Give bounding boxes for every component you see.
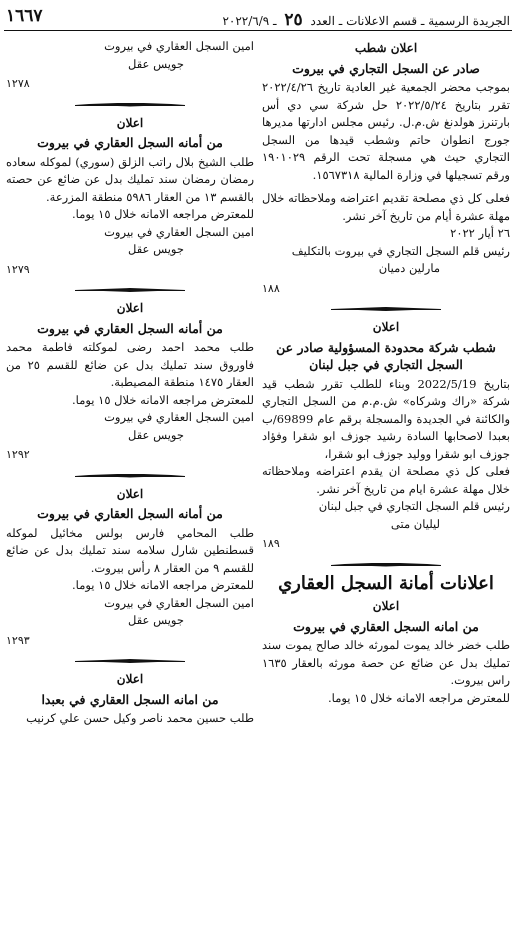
notice-number: ١٢٧٨ (6, 77, 30, 90)
notice-llc-strike-off (262, 319, 510, 553)
notice-title: اعلان (116, 672, 144, 686)
notice-land-registry-beirut (262, 598, 510, 707)
notice-body: بتاريخ 2022/5/19 وبناء للطلب تقرر شطب قيد شركة «راك وشركاه» ش.م.م من السجل التجاري والكائنة في الجديدة والمسجلة برقم عام 69899/ب بعبدا لاصحابها السادة رشيد جوزف ابو شقرا وفؤاد جوزف ابو شقرا ووليد جوزف ابو شقرا، (262, 376, 510, 461)
notice-title: اعلان (116, 115, 144, 130)
left-column (6, 38, 254, 728)
notice-body: طلب المحامي فارس بولس مخائيل لموكله قسطنطين شارل سلامه سند تمليك بدل عن ضائع للقسم ٩ من العقار ٨ رأس بيروت. (6, 525, 254, 575)
notice-strike-off-beirut (262, 40, 510, 297)
signatory-title: امين السجل العقاري في بيروت (104, 224, 254, 239)
notice-date: ٢٦ أيار ٢٠٢٢ (450, 226, 510, 240)
signatory-name: ليليان متى (390, 516, 440, 531)
separator-ornament (331, 305, 441, 313)
separator-ornament (75, 101, 185, 109)
notice-objection: للمعترض مراجعه الامانه خلال ١٥ يوما. (72, 207, 254, 221)
running-title: الجريدة الرسمية ـ قسم الاعلانات ـ العدد (310, 14, 510, 28)
notice-subtitle: من أمانه السجل العقاري في بيروت (37, 135, 223, 150)
notice-title: اعلان (116, 486, 144, 501)
signatory-name: جويس عقل (128, 242, 184, 256)
issue-number: ٢٥ (284, 10, 303, 30)
notice-number: ١٢٩٣ (6, 633, 30, 647)
notice-objection: للمعترض مراجعه الامانه خلال ١٥ يوما. (72, 392, 254, 407)
separator-ornament (75, 657, 185, 665)
signatory-title: امين السجل العقاري في بيروت (104, 410, 254, 424)
section-title: اعلانات أمانة السجل العقاري (278, 572, 494, 594)
page-number: ١٦٦٧ (6, 6, 43, 26)
page-header (4, 4, 512, 31)
notice-number: ١٢٧٩ (6, 262, 30, 276)
notice-subtitle: من امانه السجل العقاري في بيروت (293, 618, 479, 634)
notice-land-registry-baabda (6, 671, 254, 728)
notice-body: طلب حسين محمد ناصر وكيل حسن علي كرنيب (26, 711, 254, 725)
running-header (222, 10, 510, 30)
notice-land-registry-3 (6, 486, 254, 650)
notice-subtitle: صادر عن السجل التجاري في بيروت (292, 60, 480, 76)
signatory-title: رئيس قلم السجل التجاري في بيروت بالتكليف (291, 243, 510, 258)
notice-body: طلب خضر خالد يموت لمورثه خالد صالح يموت سند تمليك بدل عن ضائع عن حصة مورثه بالعقار ١٦٣٥ راس بيروت. (262, 638, 510, 687)
signatory-title: رئيس قلم السجل التجاري في جبل لبنان (318, 499, 510, 513)
notice-number: ١٨٩ (262, 537, 280, 550)
notice-title: اعلان شطب (354, 41, 418, 55)
notice-number: ١٨٨ (262, 281, 280, 295)
notice-subtitle: شطب شركة محدودة المسؤولية صادر عن السجل التجاري في جبل لبنان (276, 339, 496, 372)
separator-ornament (75, 472, 185, 480)
notice-body: طلب الشيخ بلال راتب الزلق (سوري) لموكله سعاده رمضان رمضان سند تمليك بدل عن ضائع عن حصته بالقسم ١٣ من العقار ٥٩٨٦ منطقة المزرعة. (6, 154, 254, 204)
signatory-name: مارلين دميان (378, 261, 440, 275)
notice-subtitle: من أمانه السجل العقاري في بيروت (37, 506, 223, 521)
separator-ornament (75, 286, 185, 294)
notice-objection: فعلى كل ذي مصلحة ان يقدم اعتراضه وملاحظاته خلال مهلة عشرة ايام من تاريخ آخر نشر. (262, 464, 510, 496)
right-column (262, 38, 510, 707)
signatory-name: جويس عقل (128, 427, 184, 442)
signatory-title: امين السجل العقاري في بيروت (104, 39, 254, 53)
issue-date: ـ ٢٠٢٢/٦/٩ (222, 14, 277, 28)
notice-title: اعلان (372, 320, 400, 334)
notice-land-registry-1 (6, 115, 254, 279)
notice-title: اعلان (116, 301, 144, 315)
signatory-name: جويس عقل (128, 56, 184, 71)
separator-ornament (331, 561, 441, 569)
notice-title: اعلان (372, 599, 400, 613)
notice-objection: للمعترض مراجعه الامانه خلال ١٥ يوما. (72, 578, 254, 592)
notice-body: بموجب محضر الجمعية غير العادية تاريخ ٢٠٢٢/٤/٢٦ تقرر بتاريخ ٢٠٢٢/٥/٢٤ حل شركة سي دي أس بارتنرز هولدنغ ش.م.ل. رئيس مجلس ادارتها مديرها جورج انطوان حاتم وشطب قيدها من السجل التجاري حيث هي مسجلة تحت الرقم ١٩٠١٠٢٩ ورقم تسجيلها في وزارة المالية ١٥٦٧٣١٨. (262, 80, 510, 182)
notice-body: طلب محمد احمد رضى لموكلته فاطمة محمد فاوروق سند تمليك بدل عن ضائع للقسم ٢٥ من العقار ١٤٧٥ منطقة المصيطبة. (6, 340, 254, 389)
signatory-name: جويس عقل (128, 613, 184, 627)
notice-subtitle: من امانه السجل العقاري في بعبدا (41, 691, 219, 707)
notice-land-registry-2 (6, 300, 254, 464)
notice-objection: للمعترض مراجعه الامانه خلال ١٥ يوما. (328, 690, 510, 705)
signatory-title: امين السجل العقاري في بيروت (104, 595, 254, 610)
notice-number: ١٢٩٢ (6, 448, 30, 461)
notice-subtitle: من أمانه السجل العقاري في بيروت (37, 320, 223, 336)
notice-objection: فعلى كل ذي مصلحة تقديم اعتراضه وملاحظاته خلال مهلة عشرة أيام من تاريخ آخر نشر. (262, 191, 510, 223)
